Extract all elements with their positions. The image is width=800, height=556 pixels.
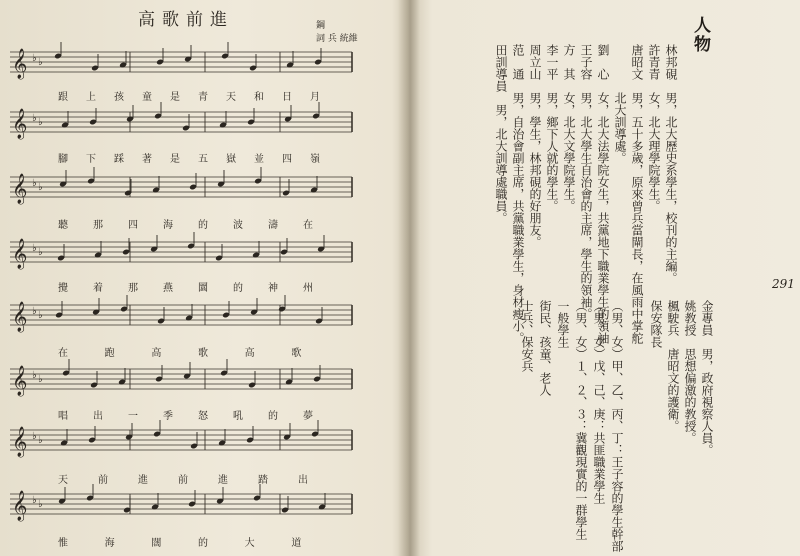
credit-line: 鋼 xyxy=(316,21,326,31)
cast-entry: 士兵、保安兵 xyxy=(520,300,534,372)
cast-entry: （男、女）戊、己、庚：共匪職業學生 xyxy=(592,300,606,504)
cast-entry: 許青青 女，北大理學院學生。 xyxy=(647,44,661,212)
lyric-syllable: 踩 xyxy=(114,154,124,165)
lyric-syllable: 踏 xyxy=(258,475,268,486)
lyric-syllable: 孩 xyxy=(114,92,124,103)
cast-entry: 保安隊長 xyxy=(649,300,663,348)
lyric-syllable: 著 xyxy=(142,154,152,165)
lyric-syllable: 的 xyxy=(268,411,278,422)
lyric-syllable: 前 xyxy=(98,475,108,486)
flat-sign: ♭ xyxy=(38,182,43,193)
cast-entry: （男、女）１、２、３：冀觀現實的一群學生 xyxy=(574,300,588,540)
treble-clef: 𝄞 xyxy=(12,239,28,269)
lyric-syllable: 高 xyxy=(244,348,255,359)
lyric-syllable: 和 xyxy=(254,92,264,103)
lyric-syllable: 神 xyxy=(268,283,278,294)
lyric-syllable: 州 xyxy=(303,283,313,294)
flat-sign: ♭ xyxy=(38,117,43,128)
flat-sign: ♭ xyxy=(38,247,43,258)
cast-entry: 街民、孩童、老人 xyxy=(538,300,552,396)
lyric-syllable: 的 xyxy=(198,220,208,231)
lyric-syllable: 進 xyxy=(138,475,148,486)
cast-entry: （男、女）甲、乙、丙、丁：王子容的學生幹部 xyxy=(610,300,624,552)
cast-entry: 范 通 男，自治會副主席，共黨職業學生，身材瘦小。 xyxy=(511,44,525,344)
book-gutter xyxy=(398,0,420,556)
treble-clef: 𝄞 xyxy=(12,174,28,204)
credit-line: 詞 兵 統維 xyxy=(316,34,358,44)
lyric-syllable: 圜 xyxy=(198,283,208,294)
flat-sign: ♭ xyxy=(32,431,37,442)
lyric-syllable: 那 xyxy=(128,283,138,294)
lyric-syllable: 青 xyxy=(198,92,208,103)
cast-entry: 劉 心 女，北大法學院女生，共黨地下職業學生的領袖 xyxy=(596,44,610,344)
song-title: 高歌前進 xyxy=(138,10,234,30)
lyric-syllable: 出 xyxy=(93,411,103,422)
flat-sign: ♭ xyxy=(38,310,43,321)
lyric-syllable: 出 xyxy=(298,475,308,486)
lyric-syllable: 下 xyxy=(86,154,96,165)
flat-sign: ♭ xyxy=(38,499,43,510)
lyric-syllable: 聽 xyxy=(58,220,68,231)
flat-sign: ♭ xyxy=(32,53,37,64)
lyric-syllable: 在 xyxy=(303,220,313,231)
lyric-syllable: 攪 xyxy=(58,283,68,294)
lyric-syllable: 惟 xyxy=(58,538,68,549)
treble-clef: 𝄞 xyxy=(12,491,28,521)
lyric-syllable: 唱 xyxy=(58,411,68,422)
lyric-syllable: 上 xyxy=(86,92,96,103)
lyric-syllable: 嶽 xyxy=(226,154,236,165)
lyric-syllable: 跟 xyxy=(58,92,68,103)
cast-entry: 楓駛兵 唐昭文的護衛。 xyxy=(666,300,680,432)
lyric-syllable: 五 xyxy=(198,154,208,165)
cast-heading: 人物 xyxy=(690,16,710,54)
lyric-syllable: 腳 xyxy=(58,154,68,165)
cast-entry: 一般學生 xyxy=(556,300,570,348)
cast-entry: 林邦硯 男，北大歷史系學生，校刊的主編。 xyxy=(664,44,678,284)
lyric-syllable: 四 xyxy=(128,220,138,231)
flat-sign: ♭ xyxy=(32,495,37,506)
treble-clef: 𝄞 xyxy=(12,366,28,396)
treble-clef: 𝄞 xyxy=(12,302,28,332)
lyric-syllable: 跑 xyxy=(104,348,115,359)
treble-clef: 𝄞 xyxy=(12,49,28,79)
cast-entry: 北大訓導處。 xyxy=(613,44,627,164)
lyric-syllable: 一 xyxy=(128,411,138,422)
flat-sign: ♭ xyxy=(38,435,43,446)
cast-entry: 姚教授 思想偏激的教授。 xyxy=(683,300,697,444)
cast-entry: 周立山 男，學生，林邦硯的好朋友。 xyxy=(528,44,542,248)
lyric-syllable: 童 xyxy=(142,92,152,103)
cast-entry: 金專員 男，政府視察人員。 xyxy=(700,300,714,456)
lyric-syllable: 的 xyxy=(198,538,208,549)
treble-clef: 𝄞 xyxy=(12,109,28,139)
lyric-syllable: 在 xyxy=(58,348,68,359)
lyric-syllable: 夢 xyxy=(303,411,313,422)
lyric-syllable: 那 xyxy=(93,220,103,231)
treble-clef: 𝄞 xyxy=(12,427,28,457)
lyric-syllable: 日 xyxy=(282,92,292,103)
page-number: 291 xyxy=(772,277,795,291)
lyric-syllable: 天 xyxy=(58,475,68,486)
lyric-syllable: 濤 xyxy=(268,220,278,231)
lyric-syllable: 四 xyxy=(282,154,292,165)
lyric-syllable: 海 xyxy=(104,538,115,549)
lyric-syllable: 着 xyxy=(93,283,103,294)
lyric-syllable: 道 xyxy=(291,538,302,549)
lyric-syllable: 高 xyxy=(151,348,162,359)
lyric-syllable: 海 xyxy=(163,220,173,231)
cast-entry: 方 其 女，北大文學院學生。 xyxy=(562,44,576,212)
lyric-syllable: 吼 xyxy=(233,411,243,422)
flat-sign: ♭ xyxy=(32,370,37,381)
lyric-syllable: 歌 xyxy=(291,348,302,359)
lyric-syllable: 大 xyxy=(244,538,255,549)
lyric-syllable: 嶺 xyxy=(310,154,320,165)
flat-sign: ♭ xyxy=(32,113,37,124)
cast-entry: 田訓導員 男，北大訓導處職員。 xyxy=(494,44,508,224)
cast-entry: 王子容 男，北大學生自治會的主席，學生的領袖。 xyxy=(579,44,593,320)
cast-entry: 唐昭文 男，五十多歲，原來曾兵當閘長，在風雨中掌舵 xyxy=(630,44,644,344)
lyric-syllable: 天 xyxy=(226,92,236,103)
lyric-syllable: 波 xyxy=(233,220,243,231)
cast-entry: 李一平 男，鄉下人就的學生。 xyxy=(545,44,559,212)
lyric-syllable: 是 xyxy=(170,92,180,103)
lyric-syllable: 是 xyxy=(170,154,180,165)
lyric-syllable: 並 xyxy=(254,154,264,165)
lyric-syllable: 歌 xyxy=(198,348,208,359)
flat-sign: ♭ xyxy=(38,374,43,385)
lyric-syllable: 怒 xyxy=(198,411,208,422)
flat-sign: ♭ xyxy=(38,57,43,68)
lyric-syllable: 前 xyxy=(178,475,188,486)
lyric-syllable: 季 xyxy=(163,411,173,422)
lyric-syllable: 的 xyxy=(233,283,243,294)
lyric-syllable: 闊 xyxy=(151,538,162,549)
lyric-syllable: 進 xyxy=(218,475,228,486)
lyric-syllable: 燕 xyxy=(163,283,173,294)
flat-sign: ♭ xyxy=(32,306,37,317)
flat-sign: ♭ xyxy=(32,243,37,254)
flat-sign: ♭ xyxy=(32,178,37,189)
lyric-syllable: 月 xyxy=(310,92,320,103)
